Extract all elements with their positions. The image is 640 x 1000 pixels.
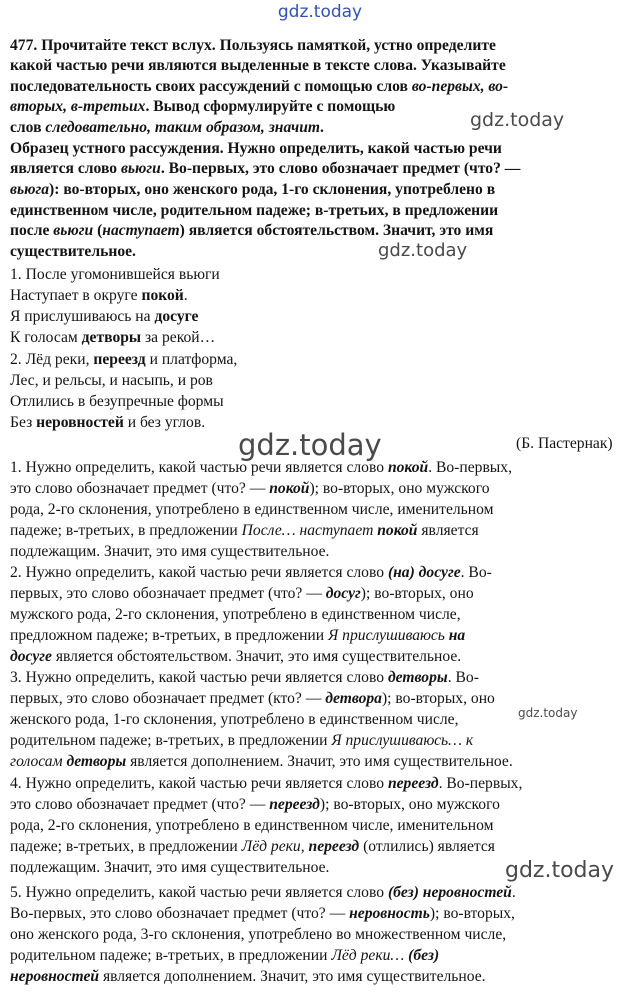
text-line (10, 752, 513, 772)
text-segment: вьюги (120, 160, 161, 177)
text-line (10, 584, 474, 604)
text-segment: единственном числе, родительном падеже; в-третьих, в предложении (10, 202, 499, 219)
text-line (10, 371, 213, 391)
text-segment: первых, это слово обозначает предмет (кто? — (10, 690, 326, 707)
text-segment: (отлились) является (359, 838, 495, 855)
text-segment: покой (269, 480, 310, 497)
text-segment: слов (10, 119, 46, 136)
watermark: gdz.today (378, 240, 468, 261)
text-line (10, 180, 495, 200)
text-segment: является (417, 522, 479, 539)
text-line (10, 500, 494, 520)
text-line (10, 350, 237, 370)
text-segment: Я прислушиваюсь (328, 627, 449, 644)
text-line (10, 286, 188, 306)
text-segment: 5. Нужно определить, какой частью речи является слово (10, 884, 388, 901)
text-segment: К голосам (10, 329, 82, 346)
text-line (10, 795, 500, 815)
text-segment: Без (10, 414, 37, 431)
watermark: gdz.today (505, 858, 615, 883)
text-segment: . Во-первых, это слово обозначает предмет (что? — (160, 160, 521, 177)
text-segment: (без) (408, 947, 440, 964)
text-segment: досуге (10, 648, 52, 665)
text-line (10, 904, 515, 924)
text-line (10, 242, 136, 262)
text-line (10, 816, 494, 836)
text-segment: падеже; в-третьих, в предложении (10, 838, 242, 855)
text-line (10, 946, 439, 966)
text-line (10, 710, 458, 730)
text-segment: . Вывод сформулируйте с помощью (145, 98, 396, 115)
text-segment: подлежащим. Значит, это имя существительное. (10, 859, 330, 876)
text-segment: какой частью речи являются выделенные в тексте слова. Указывайте (10, 57, 506, 74)
text-segment: 2. Нужно определить, какой частью речи является слово (10, 564, 388, 581)
text-segment: детворы (81, 329, 142, 346)
text-segment: 477. Прочитайте текст вслух. Пользуясь памяткой, устно определите (10, 37, 496, 54)
text-line (10, 883, 516, 903)
text-segment: Лёд реки… (331, 947, 409, 964)
text-line (10, 328, 215, 348)
text-segment: покой (387, 459, 429, 476)
text-segment: . (511, 884, 516, 901)
text-segment: 1. После угомонившейся вьюги (10, 266, 220, 283)
text-segment: это слово обозначает предмет (что? — (10, 796, 270, 813)
text-segment: неровностей (10, 968, 100, 985)
text-segment: . Во- (460, 564, 492, 581)
text-segment: ): во-вторых, оно женского рода, 1-го склонения, употреблено в (49, 181, 496, 198)
text-segment: рода, 2-го склонения, употреблено в единственном числе, именительном (10, 817, 494, 834)
watermark: gdz.today (238, 428, 382, 462)
text-segment: является дополнением. Значит, это имя существительное. (99, 968, 486, 985)
text-segment: Во-первых, это слово обозначает предмет (что? — (10, 905, 350, 922)
text-line (10, 521, 479, 541)
text-segment: первых, это слово обозначает предмет (что? — (10, 585, 326, 602)
text-segment: переезд (269, 796, 320, 813)
text-segment: последовательность своих рассуждений с помощью слов (10, 78, 412, 95)
text-segment: Наступает в округе (10, 287, 142, 304)
text-segment: (на) досуге (387, 564, 461, 581)
watermark: gdz.today (470, 109, 565, 131)
text-line (10, 97, 395, 117)
text-segment: наступает (102, 222, 180, 239)
text-line (10, 837, 495, 857)
text-segment: Я прислушиваюсь… к (331, 732, 474, 749)
text-segment: . Во-первых, (428, 459, 512, 476)
text-line (10, 458, 512, 478)
text-segment: После… наступает (241, 522, 378, 539)
text-segment: . (183, 287, 188, 304)
text-segment: и без углов. (123, 414, 206, 431)
text-line (10, 925, 506, 945)
text-segment: и платформа, (145, 351, 238, 368)
text-segment: родительном падеже; в-третьих, в предложении (10, 732, 332, 749)
text-segment: переезд (308, 838, 360, 855)
text-segment: переезд (93, 351, 146, 368)
text-segment: Я прислушиваюсь на (10, 308, 155, 325)
text-segment: детворы (66, 753, 127, 770)
text-segment: является дополнением. Значит, это имя существительное. (126, 753, 513, 770)
text-segment: 2. Лёд реки, (10, 351, 94, 368)
text-segment: подлежащим. Значит, это имя существительное. (10, 543, 330, 560)
text-line (10, 77, 508, 97)
poem-attribution: (Б. Пастернак) (516, 435, 613, 452)
text-segment: вьюга (10, 181, 50, 198)
text-segment: мужского рода, 2-го склонения, употреблено в единственном числе, (10, 606, 461, 623)
text-segment: на (448, 627, 466, 644)
text-segment: 4. Нужно определить, какой частью речи является слово (10, 775, 388, 792)
text-segment: за рекой… (141, 329, 216, 346)
text-segment: ); во-вторых, оно мужского (309, 480, 490, 497)
text-line (10, 221, 493, 241)
watermark: gdz.today (518, 706, 578, 720)
text-segment: . Во- (447, 669, 479, 686)
text-segment: 1. Нужно определить, какой частью речи является слово (10, 459, 388, 476)
text-segment: является обстоятельством. Значит, это имя существительное. (51, 648, 462, 665)
text-segment: голосам (10, 753, 67, 770)
text-segment: является слово (10, 160, 121, 177)
text-segment: досуг (325, 585, 361, 602)
text-line (10, 139, 502, 159)
text-segment: ( (93, 222, 103, 239)
text-line (10, 668, 479, 688)
text-segment: вьюги (53, 222, 94, 239)
text-line (10, 413, 205, 433)
text-line (10, 201, 498, 221)
text-segment: рода, 2-го склонения, употреблено в единственном числе, именительном (10, 501, 494, 518)
text-line (10, 265, 220, 285)
text-line (10, 563, 492, 583)
text-line (10, 479, 490, 499)
text-segment: следовательно, таким образом, значит (45, 119, 321, 136)
text-segment: Отлились в безупречные формы (10, 393, 224, 410)
text-segment: неровностей (36, 414, 124, 431)
text-segment: детвора (325, 690, 382, 707)
text-line (10, 392, 224, 412)
text-segment: неровность (349, 905, 430, 922)
text-segment: существительное. (10, 243, 136, 260)
text-segment: ); во-вторых, (429, 905, 515, 922)
text-segment: (без) неровностей (387, 884, 512, 901)
text-segment: предложном падеже; в-третьих, в предложении (10, 627, 329, 644)
watermark-top: gdz.today (277, 2, 363, 22)
text-segment: женского рода, 1-го склонения, употреблено в единственном числе, (10, 711, 459, 728)
text-line (10, 307, 198, 327)
text-line (10, 118, 324, 138)
text-segment: после (10, 222, 54, 239)
text-segment: . (320, 119, 324, 136)
text-segment: покой (141, 287, 184, 304)
text-segment: ); во-вторых, оно мужского (319, 796, 500, 813)
text-line (10, 626, 465, 646)
text-line (10, 159, 520, 179)
text-line (10, 605, 461, 625)
text-segment: . Во-первых, (438, 775, 523, 792)
text-segment: Лес, и рельсы, и насыпь, и ров (10, 372, 213, 389)
text-segment: родительном падеже; в-третьих, в предложении (10, 947, 332, 964)
text-segment: досуге (154, 308, 199, 325)
text-segment: оно женского рода, 3-го склонения, употреблено во множественном числе, (10, 926, 507, 943)
text-segment: это слово обозначает предмет (что? — (10, 480, 270, 497)
text-line (10, 647, 461, 667)
text-line (10, 36, 496, 56)
text-line (10, 542, 329, 562)
text-segment: во-первых, во- (411, 78, 509, 95)
text-line (10, 858, 329, 878)
text-line (10, 689, 495, 709)
text-segment: 3. Нужно определить, какой частью речи является слово (10, 669, 388, 686)
text-segment: Образец устного рассуждения. Нужно определить, какой частью речи (10, 140, 502, 157)
text-segment: вторых, в-третьих (10, 98, 146, 115)
text-segment: переезд (387, 775, 439, 792)
text-segment: покой (377, 522, 418, 539)
text-segment: ); во-вторых, оно (360, 585, 474, 602)
text-segment: Лёд реки, (241, 838, 309, 855)
text-segment: ) является обстоятельством. Значит, это имя (179, 222, 494, 239)
text-line (10, 967, 486, 987)
text-line (10, 731, 473, 751)
text-line (10, 56, 506, 76)
text-segment: падеже; в-третьих, в предложении (10, 522, 242, 539)
text-segment: детворы (387, 669, 448, 686)
text-line (10, 774, 522, 794)
text-segment: ); во-вторых, оно (381, 690, 495, 707)
